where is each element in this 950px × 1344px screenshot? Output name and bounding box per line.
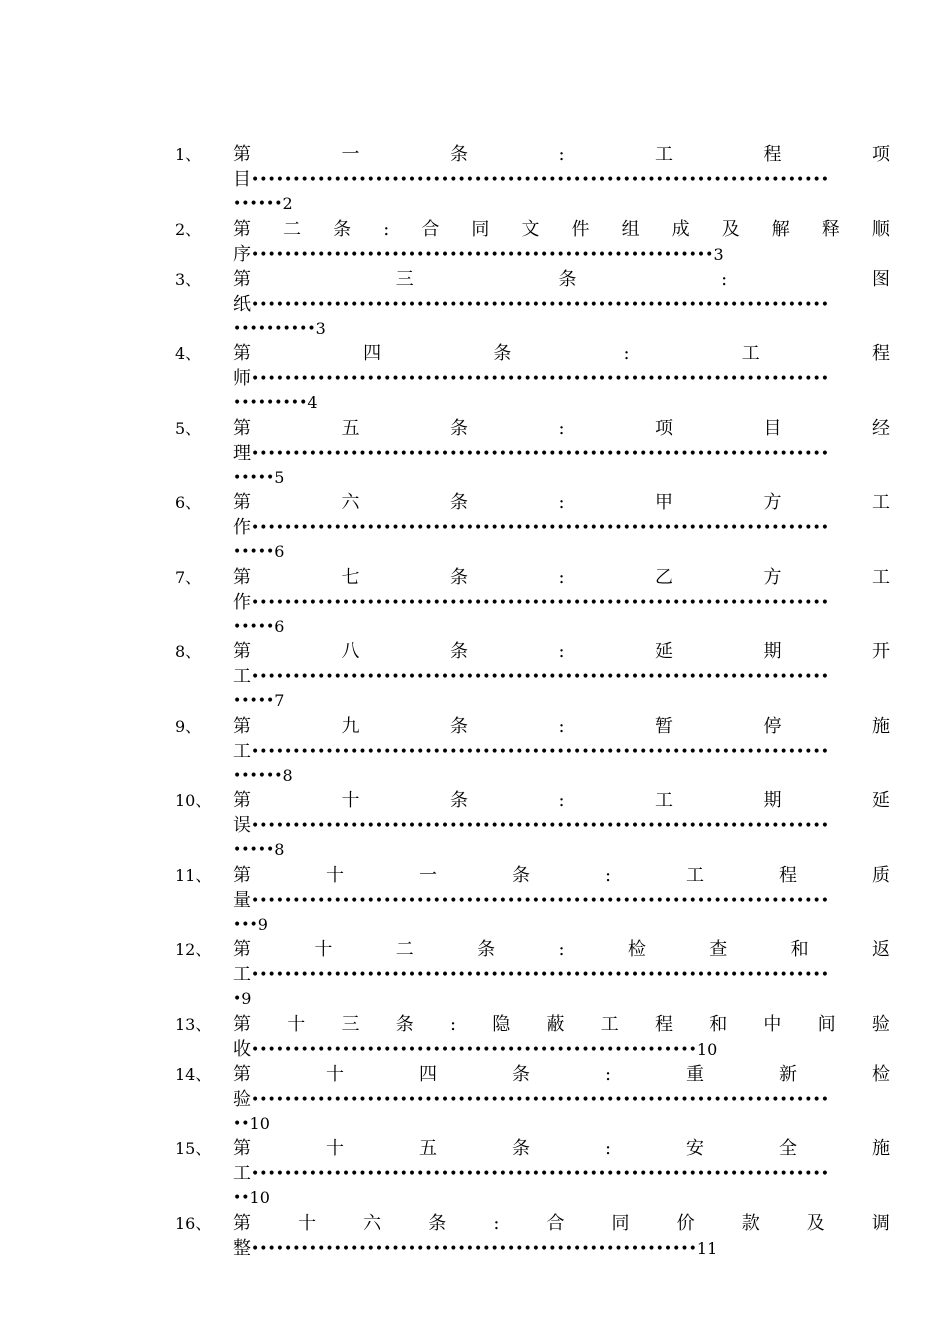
dot-leader: •••••••••••••••••••••••••••••••••••••••••••••••••••••••••••••••••••••• bbox=[251, 172, 830, 188]
toc-title-char: 调 bbox=[871, 1212, 890, 1234]
toc-title-char: 第 bbox=[233, 343, 251, 364]
toc-entry-leader-continuation bbox=[233, 838, 284, 862]
dot-leader: •••••• bbox=[233, 196, 283, 212]
toc-title-char: 十 bbox=[325, 1138, 344, 1159]
dot-leader: •••••••••••••••••••••••••••••••••••••••••••••••••••••••••••••••••••••• bbox=[251, 371, 830, 387]
toc-title-char: 程 bbox=[654, 1013, 673, 1035]
toc-page-number: 3 bbox=[315, 318, 326, 338]
toc-title-char: 第 bbox=[233, 566, 251, 588]
toc-entry-title bbox=[233, 218, 890, 242]
toc-title-char: : bbox=[558, 417, 565, 439]
dot-leader: •••••••••••••••••••••••••••••••••••••••••••••••••••••••••••••••••••••• bbox=[251, 967, 830, 983]
toc-title-char: 价 bbox=[676, 1212, 695, 1234]
toc-title-char: 条 bbox=[449, 790, 468, 811]
toc-title-char: 隐 bbox=[492, 1013, 511, 1035]
toc-title-char: 一 bbox=[341, 144, 360, 165]
toc-title-char: 项 bbox=[655, 417, 674, 439]
toc-title-char: : bbox=[558, 715, 565, 737]
dot-leader: •• bbox=[233, 1115, 250, 1132]
toc-title-char: 十 bbox=[298, 1212, 317, 1234]
toc-entry-number: 7、 bbox=[175, 567, 202, 587]
toc-entry-number: 14、 bbox=[175, 1064, 212, 1084]
toc-title-char: 十 bbox=[325, 1063, 344, 1085]
toc-title-char: 第 bbox=[233, 268, 251, 290]
dot-leader: •••••••••••••••••••••••••••••••••••••••••••••••••••••••••••••••••••••• bbox=[251, 818, 830, 834]
toc-entry-title bbox=[233, 640, 890, 664]
toc-title-last-char: 收 bbox=[233, 1038, 251, 1060]
toc-title-char: 条 bbox=[449, 417, 468, 439]
toc-entry-number: 4、 bbox=[175, 344, 202, 363]
toc-entry-title bbox=[233, 342, 890, 366]
toc-entry-leader-line bbox=[233, 665, 890, 689]
toc-title-char: 方 bbox=[763, 566, 782, 588]
toc-title-char: 程 bbox=[763, 144, 782, 165]
toc-entry-leader-line bbox=[233, 243, 890, 267]
toc-title-last-char: 量 bbox=[233, 889, 251, 911]
toc-title-char: 施 bbox=[871, 1138, 890, 1159]
toc-title-char: : bbox=[604, 864, 612, 886]
toc-title-char: : bbox=[558, 492, 565, 513]
toc-entry-title bbox=[233, 566, 890, 590]
toc-title-char: 五 bbox=[418, 1138, 437, 1159]
toc-entry-leader-line bbox=[233, 963, 890, 987]
toc-title-char: 文 bbox=[521, 218, 540, 240]
toc-title-char: 全 bbox=[778, 1138, 797, 1159]
toc-page-number: 9 bbox=[241, 989, 252, 1008]
toc-title-char: 条 bbox=[558, 268, 577, 290]
toc-entry-leader-line bbox=[233, 367, 890, 391]
toc-title-last-char: 工 bbox=[233, 1163, 251, 1184]
dot-leader: •••••••••••••••••••••••••••••••••••••••••••••••••••••••••••••••••••••• bbox=[251, 669, 830, 685]
toc-title-char: 解 bbox=[771, 218, 790, 240]
dot-leader: ••• bbox=[233, 916, 258, 933]
dot-leader: •• bbox=[233, 1190, 250, 1206]
toc-title-char: 六 bbox=[341, 492, 360, 513]
toc-title-char: 二 bbox=[395, 939, 414, 960]
toc-title-char: 第 bbox=[233, 715, 251, 737]
toc-page-number: 5 bbox=[274, 467, 285, 487]
toc-title-char: 同 bbox=[611, 1212, 630, 1234]
toc-entry-leader-continuation bbox=[233, 913, 268, 937]
toc-title-last-char: 纸 bbox=[233, 293, 251, 315]
toc-title-char: 条 bbox=[511, 864, 530, 886]
toc-title-char: 暂 bbox=[655, 715, 674, 737]
dot-leader: •••••••••••••••••••••••••••••••••••••••••••••••••••••••••••••••••••••• bbox=[251, 594, 830, 611]
toc-title-char: 第 bbox=[233, 790, 251, 811]
toc-title-char: 条 bbox=[477, 939, 496, 960]
toc-title-char: 工 bbox=[600, 1013, 619, 1035]
toc-entry-leader-continuation bbox=[233, 391, 318, 415]
toc-entry-number: 11、 bbox=[175, 865, 212, 885]
toc-entry-number: 3、 bbox=[175, 269, 202, 289]
toc-title-last-char: 序 bbox=[233, 243, 251, 265]
dot-leader: •••••••••••••••••••••••••••••••••••••••••••••••••••••••••••••••••••••• bbox=[251, 1166, 830, 1182]
toc-title-char: : bbox=[558, 641, 565, 662]
toc-title-char: 条 bbox=[493, 343, 512, 364]
toc-page-number: 7 bbox=[274, 691, 285, 710]
toc-title-char: : bbox=[558, 144, 565, 165]
toc-title-char: 第 bbox=[233, 1212, 251, 1234]
toc-title-char: : bbox=[449, 1013, 457, 1035]
toc-title-char: 二 bbox=[283, 218, 302, 240]
toc-entry-title bbox=[233, 1063, 890, 1087]
dot-leader: ••••• bbox=[233, 693, 275, 709]
toc-title-char: 款 bbox=[741, 1212, 760, 1234]
toc-title-char: 条 bbox=[333, 218, 352, 240]
toc-title-char: 施 bbox=[871, 715, 890, 737]
toc-page-number: 8 bbox=[274, 840, 285, 859]
toc-entry-title bbox=[233, 715, 890, 739]
toc-title-char: 八 bbox=[341, 641, 360, 662]
toc-title-char: 第 bbox=[233, 641, 251, 662]
toc-title-char: 第 bbox=[233, 1063, 251, 1085]
toc-title-char: 新 bbox=[778, 1063, 797, 1085]
toc-title-char: 和 bbox=[790, 939, 809, 960]
toc-title-char: 同 bbox=[471, 218, 490, 240]
toc-title-char: : bbox=[558, 566, 565, 588]
toc-title-last-char: 工 bbox=[233, 740, 251, 762]
toc-title-char: 方 bbox=[763, 492, 782, 513]
toc-entry-title bbox=[233, 1137, 890, 1161]
dot-leader: •••••••••••••••••••••••••••••••••••••••••••••••••••••••••••••••••••••• bbox=[251, 520, 830, 536]
toc-title-char: 第 bbox=[233, 1013, 251, 1035]
toc-title-char: 条 bbox=[395, 1013, 414, 1035]
toc-title-char: 第 bbox=[233, 1138, 251, 1159]
toc-title-char: 条 bbox=[449, 566, 468, 588]
toc-entry-number: 16、 bbox=[175, 1213, 212, 1233]
toc-title-char: 工 bbox=[871, 566, 890, 588]
toc-title-char: 十 bbox=[341, 790, 360, 811]
toc-entry-number: 9、 bbox=[175, 716, 202, 736]
toc-title-char: 经 bbox=[871, 417, 890, 439]
dot-leader: •••••••••• bbox=[233, 320, 316, 337]
toc-entry-number: 10、 bbox=[175, 791, 212, 810]
toc-entry-leader-line bbox=[233, 740, 890, 764]
toc-entry-title bbox=[233, 268, 890, 292]
dot-leader: ••••••••• bbox=[233, 395, 308, 411]
toc-title-last-char: 误 bbox=[233, 815, 251, 836]
toc-title-char: 验 bbox=[871, 1013, 890, 1035]
toc-entry-title bbox=[233, 1212, 890, 1236]
toc-title-char: 九 bbox=[341, 715, 360, 737]
toc-entry-title bbox=[233, 938, 890, 962]
toc-title-char: 期 bbox=[763, 641, 782, 662]
toc-title-char: : bbox=[383, 218, 390, 240]
toc-entry-leader-continuation bbox=[233, 540, 284, 564]
toc-entry-title bbox=[233, 491, 890, 515]
toc-entry-leader-line bbox=[233, 1162, 890, 1186]
toc-title-char: 三 bbox=[341, 1013, 360, 1035]
toc-page-number: 6 bbox=[274, 542, 285, 561]
toc-title-char: 程 bbox=[871, 343, 890, 364]
toc-title-char: 项 bbox=[871, 144, 890, 165]
toc-title-char: 第 bbox=[233, 144, 251, 165]
toc-title-char: 条 bbox=[449, 144, 468, 165]
toc-title-char: 十 bbox=[314, 939, 333, 960]
toc-title-char: 件 bbox=[571, 218, 590, 240]
toc-title-char: 返 bbox=[871, 939, 890, 960]
toc-page-number: 10 bbox=[696, 1039, 718, 1059]
toc-title-char: 安 bbox=[686, 1138, 704, 1159]
toc-title-char: 停 bbox=[763, 715, 782, 737]
dot-leader: • bbox=[233, 991, 242, 1007]
toc-title-char: 四 bbox=[418, 1063, 437, 1085]
toc-entry-number: 13、 bbox=[175, 1014, 212, 1034]
dot-leader: •••••••••••••••••••••••••••••••••••••••••••••••••••••• bbox=[251, 1041, 697, 1058]
toc-title-last-char: 理 bbox=[233, 442, 251, 464]
toc-title-char: : bbox=[493, 1212, 500, 1234]
toc-entry-leader-line bbox=[233, 442, 890, 466]
toc-title-char: 条 bbox=[511, 1063, 530, 1085]
toc-title-char: 乙 bbox=[655, 566, 674, 588]
toc-entry-number: 6、 bbox=[175, 493, 202, 512]
toc-page-number: 8 bbox=[282, 765, 293, 785]
toc-entry-number: 12、 bbox=[175, 940, 212, 959]
toc-title-char: 十 bbox=[287, 1013, 306, 1035]
dot-leader: •••••••••••••••••••••••••••••••••••••••••••••••••••••• bbox=[251, 1240, 697, 1257]
toc-title-char: 查 bbox=[709, 939, 728, 960]
toc-title-char: 释 bbox=[821, 218, 840, 240]
toc-title-char: 十 bbox=[325, 864, 344, 886]
toc-entry-leader-continuation bbox=[233, 689, 284, 713]
toc-title-char: 三 bbox=[395, 268, 414, 290]
toc-title-char: 工 bbox=[655, 790, 674, 811]
toc-entry-number: 8、 bbox=[175, 642, 202, 661]
toc-title-last-char: 作 bbox=[233, 591, 251, 613]
toc-entry-leader-line bbox=[233, 1038, 890, 1062]
toc-entry-title bbox=[233, 1013, 890, 1037]
toc-page-number: 2 bbox=[282, 194, 293, 213]
toc-title-last-char: 师 bbox=[233, 368, 251, 389]
toc-title-char: 四 bbox=[363, 343, 382, 364]
dot-leader: •••••••••••••••••••••••••••••••••••••••••••••••••••••••••••••••••••••• bbox=[251, 743, 830, 760]
toc-title-char: 六 bbox=[363, 1212, 382, 1234]
toc-title-char: 第 bbox=[233, 417, 251, 439]
toc-title-char: : bbox=[604, 1138, 612, 1159]
toc-title-char: 甲 bbox=[655, 492, 674, 513]
toc-title-char: 合 bbox=[421, 218, 440, 240]
dot-leader: •••••• bbox=[233, 767, 283, 784]
toc-title-char: 条 bbox=[428, 1212, 447, 1234]
toc-title-last-char: 作 bbox=[233, 517, 251, 538]
toc-title-char: 合 bbox=[546, 1212, 565, 1234]
dot-leader: •••••••••••••••••••••••••••••••••••••••••••••••••••••••••••••••••••••• bbox=[251, 1091, 830, 1108]
toc-title-char: : bbox=[558, 790, 565, 811]
toc-entry-leader-continuation bbox=[233, 1112, 270, 1136]
toc-entry-leader-continuation bbox=[233, 987, 251, 1011]
toc-title-char: 组 bbox=[621, 218, 640, 240]
toc-title-char: 及 bbox=[806, 1212, 825, 1234]
dot-leader: ••••• bbox=[233, 469, 275, 486]
toc-title-char: 延 bbox=[871, 790, 890, 811]
dot-leader: •••••••••••••••••••••••••••••••••••••••••••••••••••••••••••••••••••••• bbox=[251, 296, 830, 313]
toc-title-last-char: 验 bbox=[233, 1088, 251, 1110]
toc-entry-title bbox=[233, 417, 890, 441]
toc-page-number: 6 bbox=[274, 616, 285, 636]
toc-title-char: 检 bbox=[871, 1063, 890, 1085]
dot-leader: ••••• bbox=[233, 618, 275, 635]
toc-title-char: 七 bbox=[341, 566, 360, 588]
toc-entry-leader-line bbox=[233, 591, 890, 615]
toc-entry-leader-line bbox=[233, 516, 890, 540]
toc-title-char: 目 bbox=[763, 417, 782, 439]
dot-leader: ••••• bbox=[233, 544, 275, 560]
toc-title-char: 第 bbox=[233, 864, 251, 886]
toc-title-char: 条 bbox=[449, 715, 468, 737]
toc-title-char: 延 bbox=[655, 641, 674, 662]
toc-page-number: 10 bbox=[249, 1113, 270, 1133]
toc-entry-number: 15、 bbox=[175, 1139, 212, 1158]
toc-entry-leader-continuation bbox=[233, 317, 326, 341]
toc-title-char: 成 bbox=[671, 218, 690, 240]
toc-page-number: 10 bbox=[249, 1188, 270, 1207]
toc-entry-leader-line bbox=[233, 168, 890, 192]
toc-title-char: 工 bbox=[655, 144, 674, 165]
toc-entry-leader-continuation bbox=[233, 466, 284, 490]
toc-entry-title bbox=[233, 789, 890, 813]
toc-title-last-char: 工 bbox=[233, 964, 251, 985]
toc-title-char: 五 bbox=[341, 417, 360, 439]
toc-entry-leader-continuation bbox=[233, 615, 284, 639]
toc-entry-leader-continuation bbox=[233, 1186, 270, 1210]
toc-title-char: 条 bbox=[449, 641, 468, 662]
toc-entry-leader-line bbox=[233, 1088, 890, 1112]
toc-entry-leader-line bbox=[233, 814, 890, 838]
toc-page-number: 4 bbox=[307, 393, 318, 412]
toc-title-char: : bbox=[558, 939, 565, 960]
toc-title-char: 和 bbox=[709, 1013, 728, 1035]
toc-title-char: 开 bbox=[871, 641, 890, 662]
toc-entry-title bbox=[233, 864, 890, 888]
toc-title-last-char: 整 bbox=[233, 1237, 251, 1259]
toc-page-number: 9 bbox=[257, 914, 268, 934]
toc-title-char: 顺 bbox=[871, 218, 890, 240]
toc-title-char: 条 bbox=[449, 492, 468, 513]
toc-title-char: 重 bbox=[686, 1063, 704, 1085]
toc-entry-number: 2、 bbox=[175, 219, 202, 239]
toc-title-char: 图 bbox=[871, 268, 890, 290]
dot-leader: •••••••••••••••••••••••••••••••••••••••••••••••••••••••••••••••••••••• bbox=[251, 892, 830, 909]
dot-leader: •••••••••••••••••••••••••••••••••••••••••••••••••••••••••••••••••••••• bbox=[251, 445, 830, 462]
toc-title-char: 第 bbox=[233, 939, 251, 960]
dot-leader: •••••••••••••••••••••••••••••••••••••••••••••••••••••••• bbox=[251, 246, 714, 263]
toc-title-last-char: 工 bbox=[233, 666, 251, 687]
toc-entry-leader-line bbox=[233, 889, 890, 913]
toc-title-char: : bbox=[721, 268, 728, 290]
toc-entry-number: 5、 bbox=[175, 418, 202, 438]
toc-entry-leader-line bbox=[233, 293, 890, 317]
toc-title-char: 期 bbox=[763, 790, 782, 811]
toc-title-char: 间 bbox=[817, 1013, 836, 1035]
toc-title-char: 中 bbox=[763, 1013, 782, 1035]
toc-page-number: 3 bbox=[713, 244, 724, 264]
toc-entry-title bbox=[233, 143, 890, 167]
toc-title-char: 工 bbox=[871, 492, 890, 513]
toc-title-char: 第 bbox=[233, 218, 251, 240]
dot-leader: ••••• bbox=[233, 842, 275, 858]
toc-page-number: 11 bbox=[696, 1238, 718, 1258]
toc-title-char: 蔽 bbox=[546, 1013, 565, 1035]
toc-title-char: 一 bbox=[418, 864, 437, 886]
toc-title-char: 工 bbox=[686, 864, 704, 886]
toc-title-char: 质 bbox=[871, 864, 890, 886]
toc-title-last-char: 目 bbox=[233, 169, 251, 190]
toc-title-char: 检 bbox=[627, 939, 646, 960]
toc-entry-number: 1、 bbox=[175, 145, 202, 164]
toc-entry-leader-line bbox=[233, 1237, 890, 1261]
toc-title-char: 第 bbox=[233, 492, 251, 513]
toc-entry-leader-continuation bbox=[233, 192, 293, 216]
toc-entry-leader-continuation bbox=[233, 764, 293, 788]
toc-title-char: 工 bbox=[741, 343, 760, 364]
toc-title-char: 条 bbox=[511, 1138, 530, 1159]
toc-title-char: 程 bbox=[778, 864, 797, 886]
toc-title-char: : bbox=[623, 343, 630, 364]
toc-title-char: : bbox=[604, 1063, 612, 1085]
toc-title-char: 及 bbox=[721, 218, 740, 240]
